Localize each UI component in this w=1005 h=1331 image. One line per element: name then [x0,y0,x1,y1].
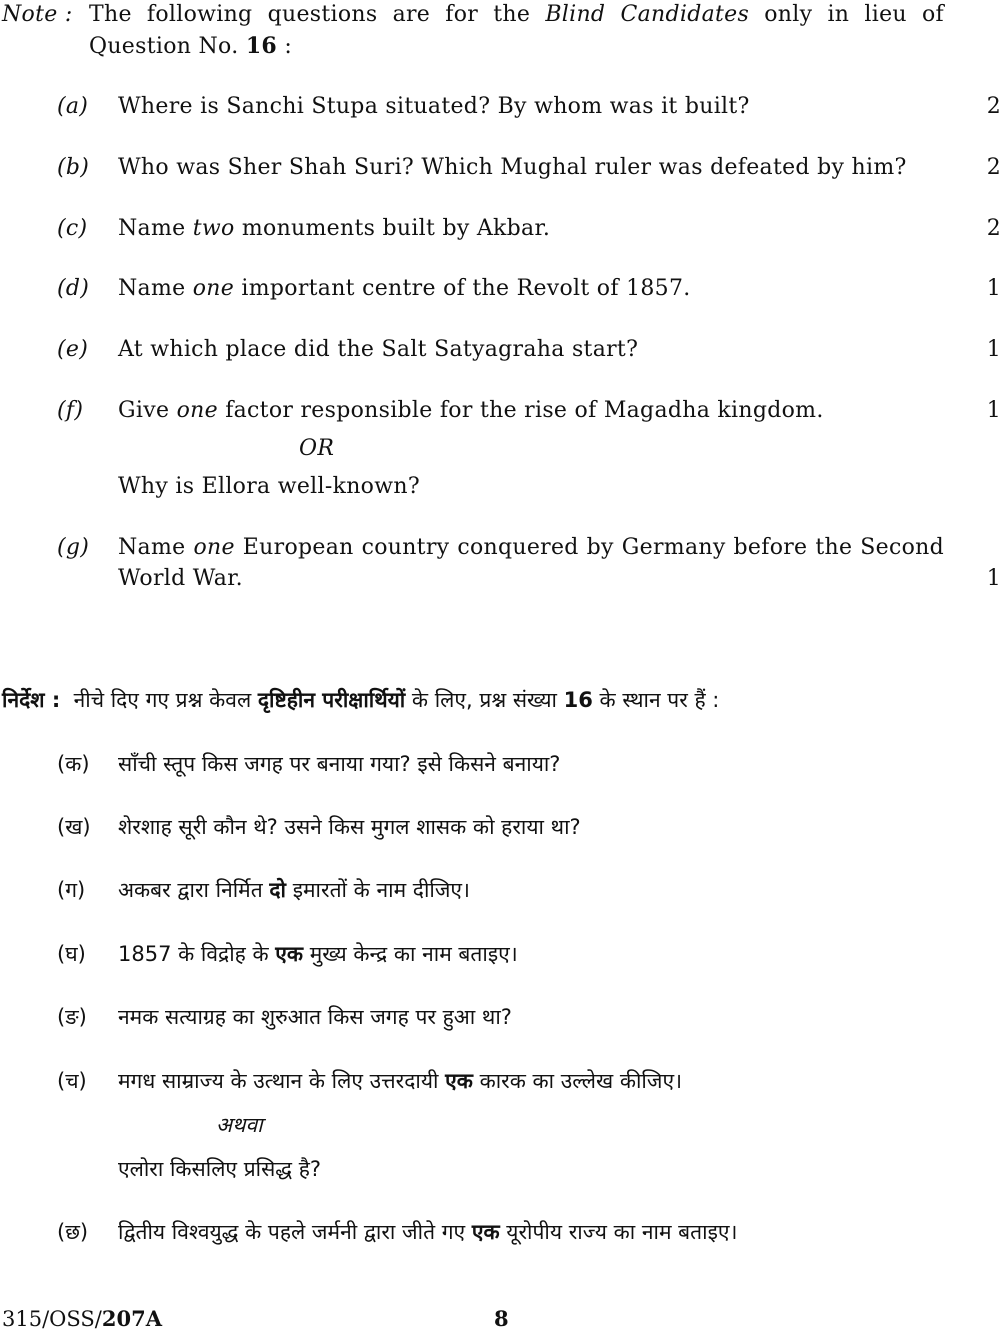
question-label: (c) [57,216,88,241]
question-label: (d) [57,276,90,301]
question-text: Name one European country conquered by Germany before the Second [118,535,945,560]
hindi-question-text: मगध साम्राज्य के उत्थान के लिए उत्तरदायी एक कारक का उल्लेख कीजिए। [118,1069,683,1093]
page-number: 8 [494,1306,509,1331]
hindi-alternative-question: एलोरा किसलिए प्रसिद्ध है? [118,1157,322,1181]
question-text: At which place did the Salt Satyagraha start? [118,337,639,362]
question-label: (a) [57,94,89,119]
note-emphasis: Blind Candidates [545,2,750,27]
hindi-question-label: (ङ) [57,1005,87,1029]
or-divider: OR [299,436,335,461]
hindi-question-label: (ग) [57,878,86,902]
question-marks: 2 [986,94,1001,119]
hindi-question-label: (ख) [57,815,91,839]
note-text: : [284,34,293,59]
hindi-question-label: (क) [57,752,90,776]
hindi-question-text: शेरशाह सूरी कौन थे? उसने किस मुगल शासक को हराया था? [118,815,581,839]
hindi-question-label: (छ) [57,1220,89,1244]
note-text: Question No. [89,34,239,59]
question-marks: 2 [986,155,1001,180]
hindi-question-text: अकबर द्वारा निर्मित दो इमारतों के नाम दीजिए। [118,878,470,902]
hindi-question-label: (घ) [57,942,86,966]
hindi-question-label: (च) [57,1069,87,1093]
question-text: Give one factor responsible for the rise of Magadha kingdom. [118,398,824,423]
paper-code: 315/OSS/207A [2,1306,162,1331]
question-marks: 1 [986,276,1001,301]
question-label: (b) [57,155,90,180]
alternative-question: Why is Ellora well-known? [118,474,420,499]
question-marks: 2 [986,216,1001,241]
note-line-2 [89,33,292,59]
question-number: 16 [563,688,593,712]
note-text: only in lieu of [764,2,945,27]
question-label: (g) [57,535,90,560]
hindi-question-text: साँची स्तूप किस जगह पर बनाया गया? इसे किसने बनाया? [118,752,561,776]
hindi-note-label: निर्देश : [2,688,61,712]
hindi-question-text: द्वितीय विश्वयुद्ध के पहले जर्मनी द्वारा जीते गए एक यूरोपीय राज्य का नाम बताइए। [118,1220,738,1244]
question-marks: 1 [986,566,1001,591]
question-marks: 1 [986,398,1001,423]
question-number: 16 [245,33,278,59]
hindi-question-text: नमक सत्याग्रह का शुरुआत किस जगह पर हुआ था? [118,1005,512,1029]
hindi-question-text: 1857 के विद्रोह के एक मुख्य केन्द्र का नाम बताइए। [118,942,518,966]
note-label: Note : [2,2,73,27]
question-text: Name two monuments built by Akbar. [118,216,551,241]
note-text: The following questions are for the [89,2,531,27]
question-text: Where is Sanchi Stupa situated? By whom was it built? [118,94,750,119]
question-text: Who was Sher Shah Suri? Which Mughal ruler was defeated by him? [118,155,907,180]
hindi-or-divider: अथवा [216,1113,263,1137]
question-marks: 1 [986,337,1001,362]
question-text: Name one important centre of the Revolt of 1857. [118,276,691,301]
hindi-note-line: निर्देश : नीचे दिए गए प्रश्न केवल दृष्टिहीन परीक्षार्थियों के लिए, प्रश्न संख्या 16 के स्थान पर हैं : [2,688,720,712]
note-line-1 [89,2,944,27]
question-label: (e) [57,337,89,362]
question-text-continued: World War. [118,566,243,591]
question-label: (f) [57,398,84,423]
